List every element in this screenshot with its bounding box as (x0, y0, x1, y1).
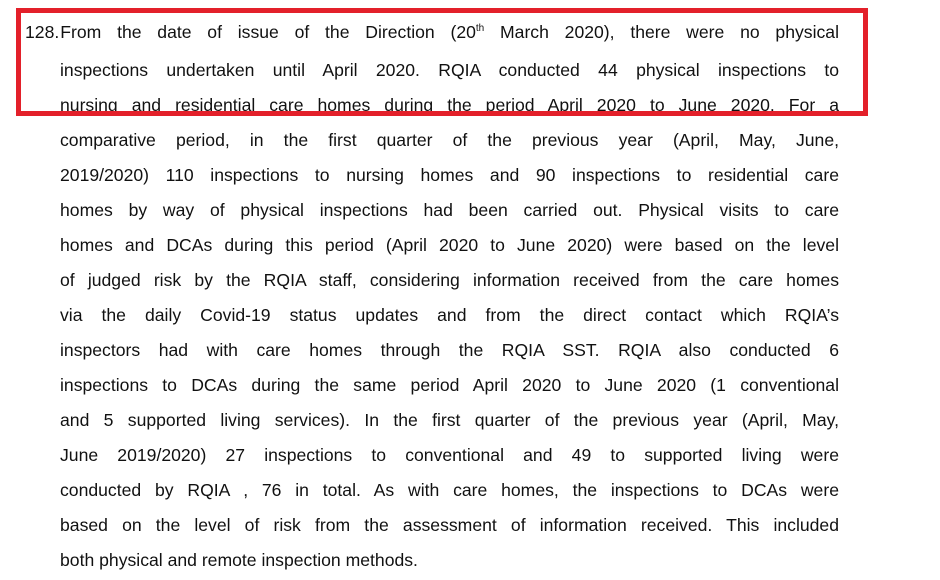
first-line-text-start: From the date of issue of the Direction (20 (60, 22, 476, 42)
paragraph-line-4: comparative period, in the first quarter of the previous year (April, May, June, (60, 130, 839, 150)
paragraph-line-5: 2019/2020) 110 inspections to nursing homes and 90 inspections to residential care (60, 165, 839, 185)
paragraph-line-8: of judged risk by the RQIA staff, considering information received from the care homes (60, 270, 839, 290)
paragraph-line-16: both physical and remote inspection methods. (60, 550, 418, 570)
paragraph-line-11: inspections to DCAs during the same period April 2020 to June 2020 (1 conventional (60, 375, 839, 395)
ordinal-superscript: th (475, 23, 485, 34)
paragraph-line-1 (25, 17, 839, 47)
paragraph-line-10: inspectors had with care homes through the RQIA SST. RQIA also conducted 6 (60, 340, 839, 360)
paragraph-line-15: based on the level of risk from the assessment of information received. This included (60, 515, 839, 535)
first-line-text-end: March 2020), there were no physical (484, 22, 839, 42)
paragraph-line-3: nursing and residential care homes during the period April 2020 to June 2020. For a (60, 95, 839, 115)
paragraph-line-9: via the daily Covid-19 status updates and from the direct contact which RQIA’s (60, 305, 839, 325)
paragraph-line-6: homes by way of physical inspections had been carried out. Physical visits to care (60, 200, 839, 220)
paragraph-line-7: homes and DCAs during this period (April 2020 to June 2020) were based on the level (60, 235, 839, 255)
paragraph-line-14: conducted by RQIA , 76 in total. As with care homes, the inspections to DCAs were (60, 480, 839, 500)
paragraph-number: 128. (25, 22, 60, 42)
paragraph-line-12: and 5 supported living services). In the first quarter of the previous year (April, May, (60, 410, 839, 430)
paragraph-line-2: inspections undertaken until April 2020. RQIA conducted 44 physical inspections to (60, 60, 839, 80)
paragraph-line-13: June 2019/2020) 27 inspections to conventional and 49 to supported living were (60, 445, 839, 465)
